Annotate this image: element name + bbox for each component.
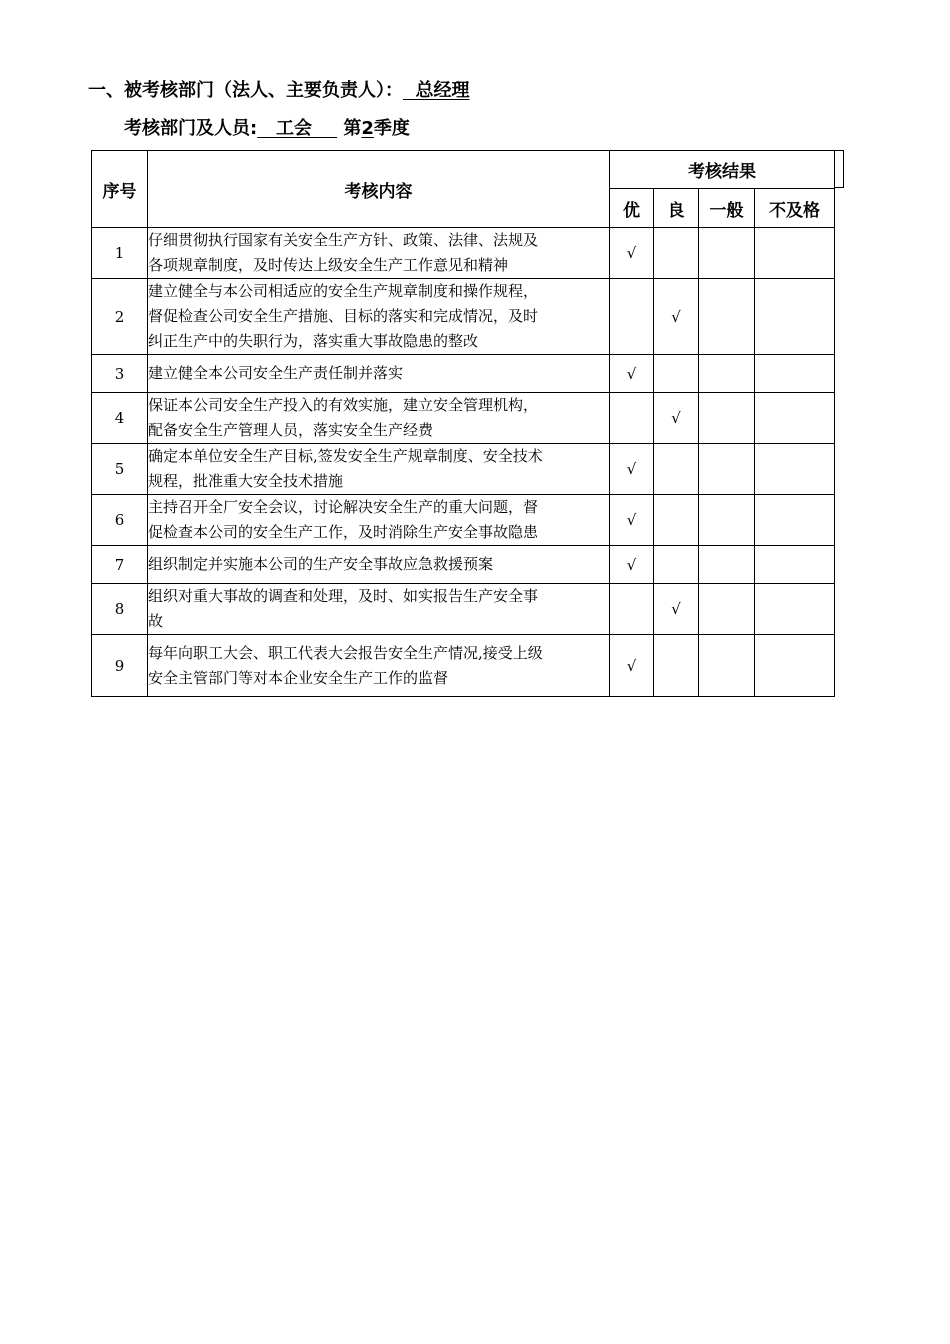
check-mark: √: [626, 555, 637, 574]
result-header-border-extension: [835, 150, 844, 188]
row-index: 1: [92, 228, 148, 279]
row-content: [148, 495, 610, 546]
row-content-line: 促检查本公司的安全生产工作，及时消除生产安全事故隐患: [148, 523, 539, 541]
row-content-line: 仔细贯彻执行国家有关安全生产方针、政策、法律、法规及: [148, 231, 539, 249]
table-row: [92, 355, 835, 393]
table-row: [92, 228, 835, 279]
grade-cell-average: [699, 546, 755, 584]
header-result: 考核结果: [610, 151, 835, 189]
grade-good: 良: [654, 189, 699, 228]
row-content-line: 督促检查公司安全生产措施、目标的落实和完成情况，及时: [148, 307, 539, 325]
row-content: [148, 393, 610, 444]
grade-cell-average: [699, 393, 755, 444]
row-content: [148, 228, 610, 279]
grade-cell-fail: [755, 444, 835, 495]
grade-cell-excellent: [610, 355, 654, 393]
row-content-line: 规程，批准重大安全技术措施: [148, 472, 344, 490]
assessed-department-value: 总经理: [415, 80, 470, 101]
row-index: 6: [92, 495, 148, 546]
assessor-label: 考核部门及人员:: [124, 118, 258, 139]
table-row: [92, 444, 835, 495]
grade-cell-average: [699, 444, 755, 495]
row-index: 9: [92, 635, 148, 697]
grade-cell-average: [699, 635, 755, 697]
row-content: [148, 584, 610, 635]
row-index: 8: [92, 584, 148, 635]
check-mark: √: [626, 511, 637, 529]
grade-cell-average: [699, 584, 755, 635]
grade-cell-excellent: [610, 495, 654, 546]
grade-cell-excellent: [610, 546, 654, 584]
row-index: 5: [92, 444, 148, 495]
row-content-line: 保证本公司安全生产投入的有效实施，建立安全管理机构，: [148, 396, 539, 414]
assessor-line: [124, 114, 410, 140]
grade-cell-good: [654, 279, 699, 355]
grade-average: 一般: [699, 189, 755, 228]
check-mark: √: [626, 656, 637, 675]
grade-cell-fail: [755, 279, 835, 355]
row-content-line: 主持召开全厂安全会议，讨论解决安全生产的重大问题，督: [148, 498, 539, 516]
table-row: [92, 546, 835, 584]
table-row: [92, 393, 835, 444]
grade-cell-excellent: [610, 584, 654, 635]
row-content: [148, 546, 610, 584]
check-mark: √: [626, 364, 637, 383]
check-mark: √: [626, 460, 637, 478]
row-index: 2: [92, 279, 148, 355]
grade-cell-good: [654, 635, 699, 697]
grade-cell-excellent: [610, 279, 654, 355]
assessment-rows: [92, 228, 835, 697]
row-content-line: 安全主管部门等对本企业安全生产工作的监督: [148, 668, 449, 687]
grade-cell-excellent: [610, 393, 654, 444]
grade-cell-excellent: [610, 635, 654, 697]
row-content-line: 各项规章制度，及时传达上级安全生产工作意见和精神: [148, 256, 509, 274]
grade-cell-good: [654, 228, 699, 279]
grade-cell-fail: [755, 584, 835, 635]
assessor-value: 工会: [276, 118, 313, 139]
assessed-department-label: 一、被考核部门（法人、主要负责人）：: [88, 80, 403, 101]
row-content-line: 组织对重大事故的调查和处理，及时、如实报告生产安全事: [148, 587, 539, 605]
grade-cell-good: [654, 355, 699, 393]
check-mark: √: [671, 600, 681, 618]
grade-cell-good: [654, 584, 699, 635]
grade-cell-fail: [755, 393, 835, 444]
grade-cell-good: [654, 393, 699, 444]
header-index: 序号: [92, 151, 148, 228]
row-content-line: 建立健全与本公司相适应的安全生产规章制度和操作规程，: [148, 282, 539, 300]
quarter-prefix: 第: [343, 118, 362, 139]
assessed-department-line: [88, 76, 470, 102]
row-index: 3: [92, 355, 148, 393]
grade-cell-fail: [755, 228, 835, 279]
grade-cell-average: [699, 228, 755, 279]
row-index: 7: [92, 546, 148, 584]
row-content: [148, 444, 610, 495]
row-content: [148, 279, 610, 355]
table-row: [92, 495, 835, 546]
table-row: [92, 584, 835, 635]
table-row: [92, 279, 835, 355]
row-content-line: 组织制定并实施本公司的生产安全事故应急救援预案: [148, 555, 494, 573]
row-content-line: 故: [148, 612, 164, 630]
grade-cell-fail: [755, 495, 835, 546]
grade-cell-average: [699, 495, 755, 546]
header-content: 考核内容: [148, 151, 610, 228]
check-mark: √: [626, 244, 637, 262]
table-row: [92, 635, 835, 697]
grade-cell-fail: [755, 546, 835, 584]
assessment-table: [91, 150, 835, 697]
row-content-line: 每年向职工大会、职工代表大会报告安全生产情况,接受上级: [148, 643, 543, 662]
grade-cell-average: [699, 355, 755, 393]
row-index: 4: [92, 393, 148, 444]
row-content-line: 配备安全生产管理人员，落实安全生产经费: [148, 421, 434, 439]
quarter-value: 2: [361, 118, 374, 139]
row-content: [148, 355, 610, 393]
row-content: [148, 635, 610, 697]
grade-cell-excellent: [610, 228, 654, 279]
grade-cell-fail: [755, 355, 835, 393]
grade-cell-good: [654, 444, 699, 495]
grade-cell-excellent: [610, 444, 654, 495]
row-content-line: 确定本单位安全生产目标,签发安全生产规章制度、安全技术: [148, 447, 543, 465]
grade-excellent: 优: [610, 189, 654, 228]
quarter-suffix: 季度: [373, 118, 410, 139]
check-mark: √: [671, 409, 681, 427]
grade-cell-good: [654, 546, 699, 584]
grade-cell-fail: [755, 635, 835, 697]
row-content-line: 建立健全本公司安全生产责任制并落实: [148, 364, 404, 382]
check-mark: √: [671, 307, 681, 326]
grade-cell-average: [699, 279, 755, 355]
row-content-line: 纠正生产中的失职行为，落实重大事故隐患的整改: [148, 332, 479, 350]
grade-cell-good: [654, 495, 699, 546]
grade-fail: 不及格: [755, 189, 835, 228]
